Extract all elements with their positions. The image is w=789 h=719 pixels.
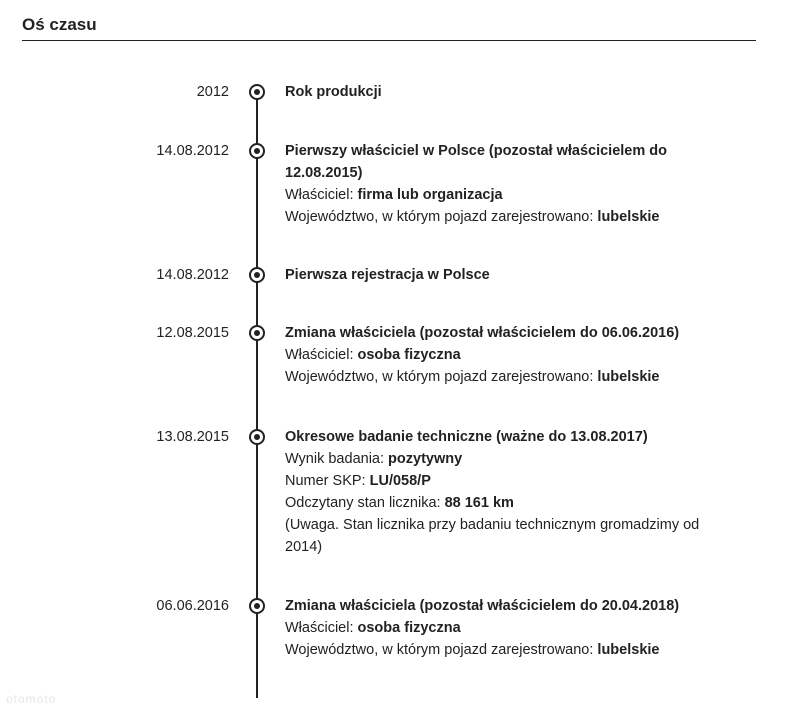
event-body (285, 595, 725, 661)
event-detail (285, 344, 725, 366)
detail-value: LU/058/P (369, 473, 431, 489)
event-body (285, 140, 725, 228)
event-body (285, 322, 725, 388)
event-detail (285, 617, 725, 639)
detail-value: lubelskie (597, 642, 660, 658)
event-date: 13.08.2015 (156, 429, 229, 445)
event-detail (285, 206, 725, 228)
event-detail (285, 639, 725, 661)
timeline-dot-icon (249, 325, 265, 341)
watermark: otomoto (6, 692, 57, 706)
detail-label: Odczytany stan licznika: (285, 495, 445, 511)
event-title: Pierwszy właściciel w Polsce (pozostał właścicielem do 12.08.2015) (285, 143, 667, 181)
event-title: Okresowe badanie techniczne (ważne do 13.08.2017) (285, 429, 648, 445)
detail-value: pozytywny (388, 451, 463, 467)
event-title: Pierwsza rejestracja w Polsce (285, 267, 490, 283)
event-date: 14.08.2012 (156, 143, 229, 159)
detail-label: Województwo, w którym pojazd zarejestrowano: (285, 642, 598, 658)
timeline-dot-icon (249, 429, 265, 445)
detail-label: Właściciel: (285, 347, 358, 363)
event-detail (285, 514, 725, 558)
detail-label: Właściciel: (285, 620, 358, 636)
detail-value: lubelskie (597, 209, 660, 225)
detail-value: lubelskie (597, 369, 660, 385)
event-body (285, 81, 725, 103)
detail-label: Właściciel: (285, 187, 358, 203)
event-date: 2012 (196, 84, 229, 100)
detail-value: osoba fizyczna (357, 620, 461, 636)
event-detail (285, 492, 725, 514)
detail-value: 88 161 km (444, 495, 514, 511)
timeline-dot-icon (249, 598, 265, 614)
event-detail (285, 366, 725, 388)
event-date: 14.08.2012 (156, 267, 229, 283)
detail-label: Województwo, w którym pojazd zarejestrowano: (285, 209, 598, 225)
detail-label: (Uwaga. Stan licznika przy badaniu technicznym gromadzimy od 2014) (285, 517, 700, 555)
event-title: Rok produkcji (285, 84, 382, 100)
detail-value: osoba fizyczna (357, 347, 461, 363)
event-detail (285, 448, 725, 470)
event-detail (285, 470, 725, 492)
detail-label: Wynik badania: (285, 451, 389, 467)
event-body (285, 426, 725, 558)
detail-label: Województwo, w którym pojazd zarejestrowano: (285, 369, 598, 385)
event-title: Zmiana właściciela (pozostał właścicielem do 20.04.2018) (285, 598, 680, 614)
section-title: Oś czasu (22, 15, 97, 34)
timeline-dot-icon (249, 84, 265, 100)
event-detail (285, 184, 725, 206)
timeline-dot-icon (249, 143, 265, 159)
detail-label: Numer SKP: (285, 473, 370, 489)
section-header (22, 14, 756, 41)
event-date: 12.08.2015 (156, 325, 229, 341)
detail-value: firma lub organizacja (357, 187, 503, 203)
event-date: 06.06.2016 (156, 598, 229, 614)
event-title: Zmiana właściciela (pozostał właścicielem do 06.06.2016) (285, 325, 680, 341)
event-body (285, 264, 725, 286)
timeline-dot-icon (249, 267, 265, 283)
